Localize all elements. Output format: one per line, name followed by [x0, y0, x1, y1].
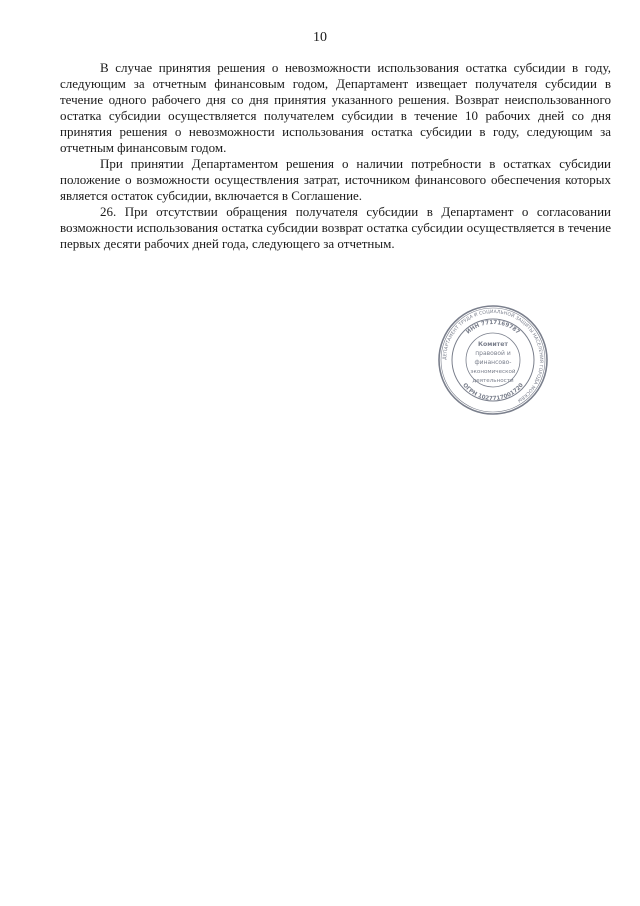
official-stamp	[437, 304, 549, 416]
stamp-ogrn: ОГРН 1027717001720	[461, 382, 525, 403]
stamp-line-5: деятельности	[472, 378, 514, 384]
svg-text:ОГРН 1027717001720	[461, 382, 525, 402]
stamp-inn: ИНН 7717169787	[465, 319, 521, 336]
stamp-line-1: Комитет	[477, 341, 509, 348]
stamp-line-4: экономической	[470, 369, 516, 375]
paragraph-residual-need: При принятии Департаментом решения о наличии потребности в остатках субсидии положение о возможности осуществления затрат, источником финансового обеспечения которых является остаток субсидии, включается в Соглашение.	[60, 156, 611, 203]
stamp-seal-icon	[437, 304, 549, 416]
stamp-ring-text: ДЕПАРТАМЕНТ ТРУДА И СОЦИАЛЬНОЙ ЗАЩИТЫ НАСЕЛЕНИЯ ГОРОДА МОСКВЫ	[442, 309, 544, 403]
stamp-line-3: финансово-	[474, 359, 512, 366]
stamp-line-2: правовой и	[475, 350, 511, 357]
document-body	[60, 60, 611, 252]
page-number: 10	[313, 30, 327, 45]
paragraph-residual-impossibility: В случае принятия решения о невозможности использования остатка субсидии в году, следующим за отчетным финансовым годом, Департамент извещает получателя субсидии в течение одного рабочего дня со дня принятия указанного решения. Возврат неиспользованного остатка субсидии осуществляется получателем субсидии в течение 10 рабочих дней со дня принятия решения о невозможности использования остатка субсидии в году, следующим за отчетным финансовым годом.	[60, 60, 611, 155]
paragraph-26: 26. При отсутствии обращения получателя субсидии в Департамент о согласовании возможности использования остатка субсидии возврат остатка субсидии осуществляется в течение первых десяти рабочих дней года, следующего за отчетным.	[60, 204, 611, 251]
